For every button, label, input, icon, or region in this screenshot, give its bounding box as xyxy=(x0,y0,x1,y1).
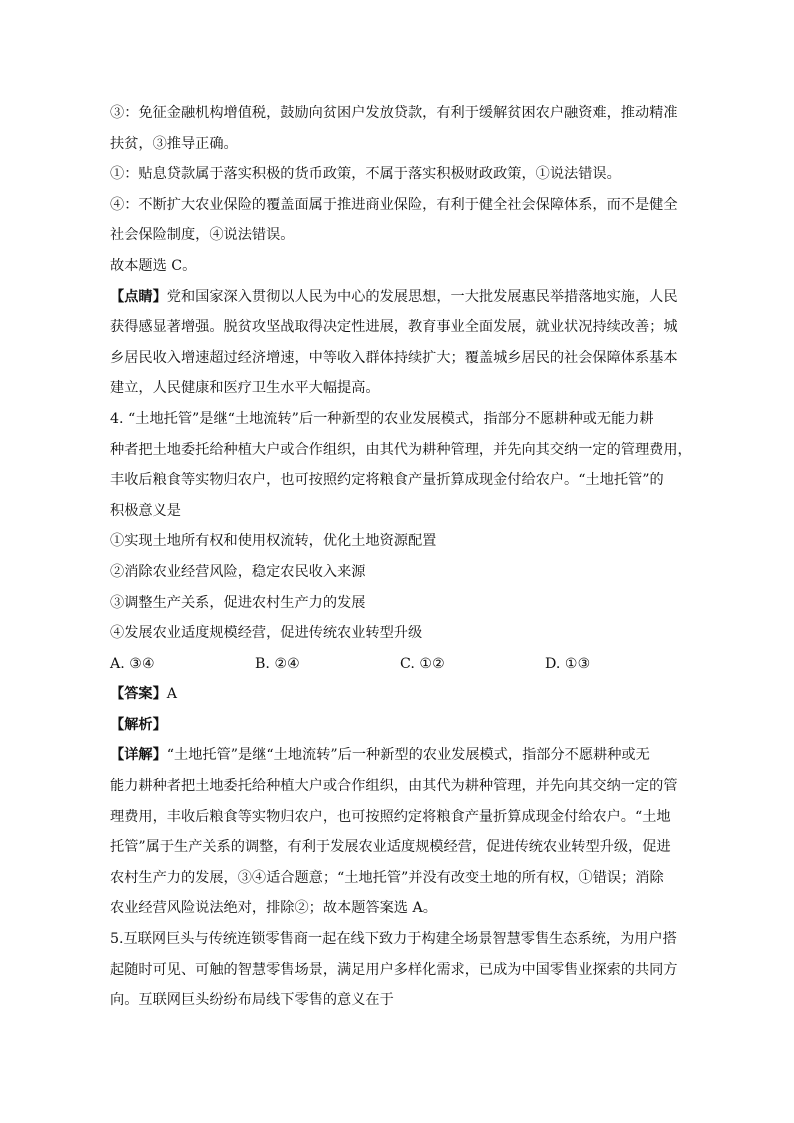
dianjing-line: 获得感显著增强。脱贫攻坚战取得决定性进展，教育事业全面发展，就业状况持续改善；城 xyxy=(110,319,678,336)
dianjing-tag: 【点睛】 xyxy=(110,288,167,305)
option-d: D. ①③ xyxy=(545,655,591,672)
question-4-stem: 丰收后粮食等实物归农户，也可按照约定将粮食产量折算成现金付给农户。“土地托管”的 xyxy=(110,472,664,489)
detail-tag: 【详解】 xyxy=(110,747,167,764)
question-5-stem: 5.互联网巨头与传统连锁零售商一起在线下致力于构建全场景智慧零售生态系统，为用户搭 xyxy=(110,931,677,948)
dianjing-line: 建立，人民健康和医疗卫生水平大幅提高。 xyxy=(110,380,380,397)
detail-line: 托管”属于生产关系的调整，有利于发展农业适度规模经营，促进传统农业转型升级，促进 xyxy=(110,839,671,856)
question-4-item: ①实现土地所有权和使用权流转，优化土地资源配置 xyxy=(110,533,437,550)
question-4-item: ④发展农业适度规模经营，促进传统农业转型升级 xyxy=(110,625,423,642)
text-line: 社会保险制度，④说法错误。 xyxy=(110,227,295,244)
detail-line: 农村生产力的发展，③④适合题意；“土地托管”并没有改变土地的所有权，①错误；消除 xyxy=(110,869,664,886)
analysis-tag: 【解析】 xyxy=(110,716,167,733)
question-4-stem: 4. “土地托管”是继“土地流转”后一种新型的农业发展模式，指部分不愿耕种或无能力耕 xyxy=(110,410,654,427)
question-4-item: ③调整生产关系，促进农村生产力的发展 xyxy=(110,594,366,611)
detail-line xyxy=(110,740,690,771)
detail-line: 理费用，丰收后粮食等实物归农户，也可按照约定将粮食产量折算成现金付给农户。“土地 xyxy=(110,808,671,825)
question-5-stem: 向。互联网巨头纷纷布局线下零售的意义在于 xyxy=(110,992,394,1009)
dianjing-line xyxy=(110,282,690,313)
text-line: ③：免征金融机构增值税，鼓励向贫困户发放贷款，有利于缓解贫困农户融资难，推动精准 xyxy=(110,105,678,121)
question-4-stem: 积极意义是 xyxy=(110,502,181,519)
answer-value: A xyxy=(166,686,178,703)
dianjing-text: 党和国家深入贯彻以人民为中心的发展思想，一大批发展惠民举措落地实施，人民 xyxy=(166,288,678,305)
answer-line xyxy=(110,679,690,710)
text-line: 扶贫，③推导正确。 xyxy=(110,135,238,152)
detail-line: 能力耕种者把土地委托给种植大户或合作组织，由其代为耕种管理，并先向其交纳一定的管 xyxy=(110,778,678,795)
conclusion-line: 故本题选 C。 xyxy=(110,257,197,274)
option-a: A. ③④ xyxy=(110,655,155,672)
text-line: ①：贴息贷款属于落实积极的货币政策，不属于落实积极财政政策，①说法错误。 xyxy=(110,166,621,183)
option-b: B. ②④ xyxy=(255,655,300,672)
text-line: ④：不断扩大农业保险的覆盖面属于推进商业保险，有利于健全社会保障体系，而不是健全 xyxy=(110,196,678,213)
question-4-options xyxy=(110,649,690,680)
option-c: C. ①② xyxy=(400,655,445,672)
question-4-item: ②消除农业经营风险，稳定农民收入来源 xyxy=(110,563,366,580)
question-5-stem: 起随时可见、可触的智慧零售场景，满足用户多样化需求，已成为中国零售业探索的共同方 xyxy=(110,961,678,978)
detail-line: 农业经营风险说法绝对，排除②；故本题答案选 A。 xyxy=(110,900,437,917)
answer-tag: 【答案】 xyxy=(110,686,167,703)
detail-text: “土地托管”是继“土地流转”后一种新型的农业发展模式，指部分不愿耕种或无 xyxy=(166,747,650,764)
question-4-stem: 种者把土地委托给种植大户或合作组织，由其代为耕种管理，并先向其交纳一定的管理费用， xyxy=(110,441,692,458)
dianjing-line: 乡居民收入增速超过经济增速，中等收入群体持续扩大；覆盖城乡居民的社会保障体系基本 xyxy=(110,349,678,366)
document-page xyxy=(110,98,690,1016)
